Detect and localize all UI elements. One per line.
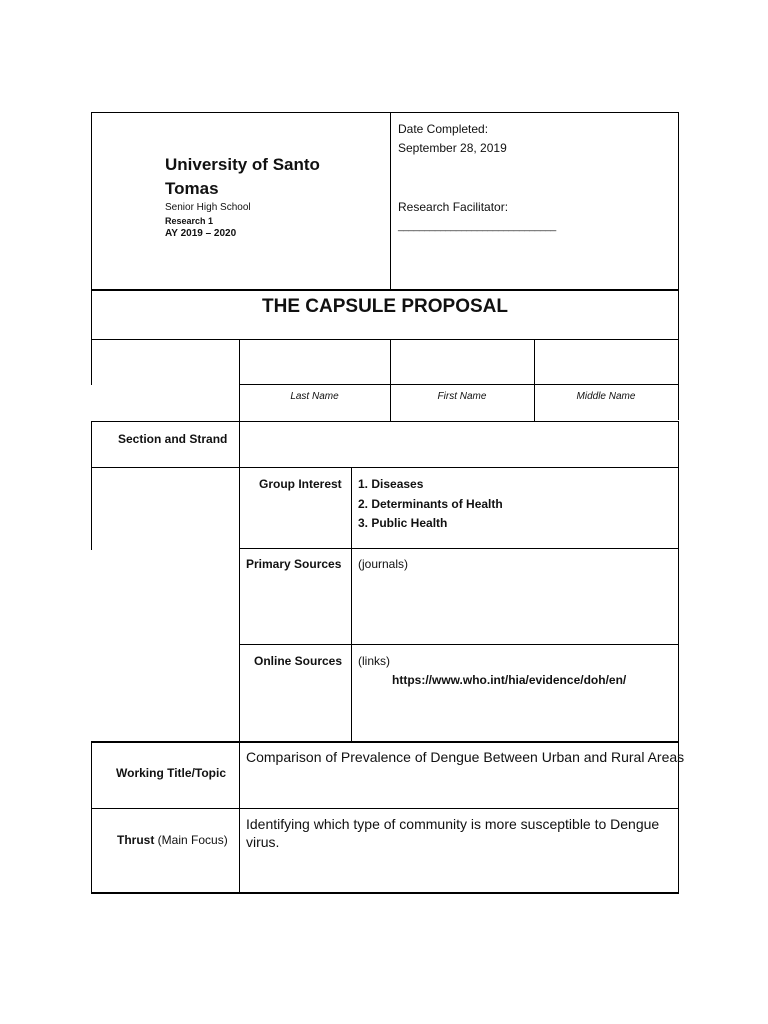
section-strand-label: Section and Strand (118, 432, 228, 446)
university-name-line2: Tomas (165, 179, 219, 198)
first-name-field[interactable] (391, 341, 534, 384)
working-title-value: Comparison of Prevalence of Dengue Between Urban and Rural Areas (246, 749, 685, 765)
last-name-label: Last Name (290, 391, 339, 402)
online-sources-value: (links) (358, 654, 390, 668)
first-name-label: First Name (437, 391, 487, 402)
thrust-value-line1: Identifying which type of community is more susceptible to Dengue (246, 816, 660, 832)
academic-year: AY 2019 – 2020 (165, 228, 237, 239)
thrust-label-rest: (Main Focus) (154, 833, 228, 847)
list-item: 2. Determinants of Health (358, 497, 503, 511)
school-name: Senior High School (165, 202, 251, 213)
online-sources-label: Online Sources (254, 654, 343, 668)
date-label: Date Completed: (398, 122, 489, 136)
online-source-link[interactable]: https://www.who.int/hia/evidence/doh/en/ (392, 673, 627, 687)
last-name-field[interactable] (240, 341, 390, 384)
list-item: 1. Diseases (358, 477, 424, 491)
thrust-label-bold: Thrust (117, 833, 155, 847)
middle-name-label: Middle Name (576, 391, 636, 402)
facilitator-label: Research Facilitator: (398, 200, 509, 214)
list-item: 3. Public Health (358, 516, 448, 530)
page-title: THE CAPSULE PROPOSAL (262, 296, 508, 317)
group-interest-label: Group Interest (259, 477, 342, 491)
thrust-label (117, 833, 228, 847)
working-title-label: Working Title/Topic (116, 766, 227, 780)
thrust-value-line2: virus. (246, 834, 280, 850)
primary-sources-value: (journals) (358, 557, 409, 571)
middle-name-field[interactable] (535, 341, 678, 384)
primary-sources-label: Primary Sources (246, 557, 342, 571)
university-name-line1: University of Santo (165, 155, 320, 174)
date-value: September 28, 2019 (398, 141, 507, 155)
course-name: Research 1 (165, 216, 214, 226)
section-strand-field[interactable] (240, 422, 678, 467)
facilitator-blank: ______________________________ (398, 221, 556, 232)
